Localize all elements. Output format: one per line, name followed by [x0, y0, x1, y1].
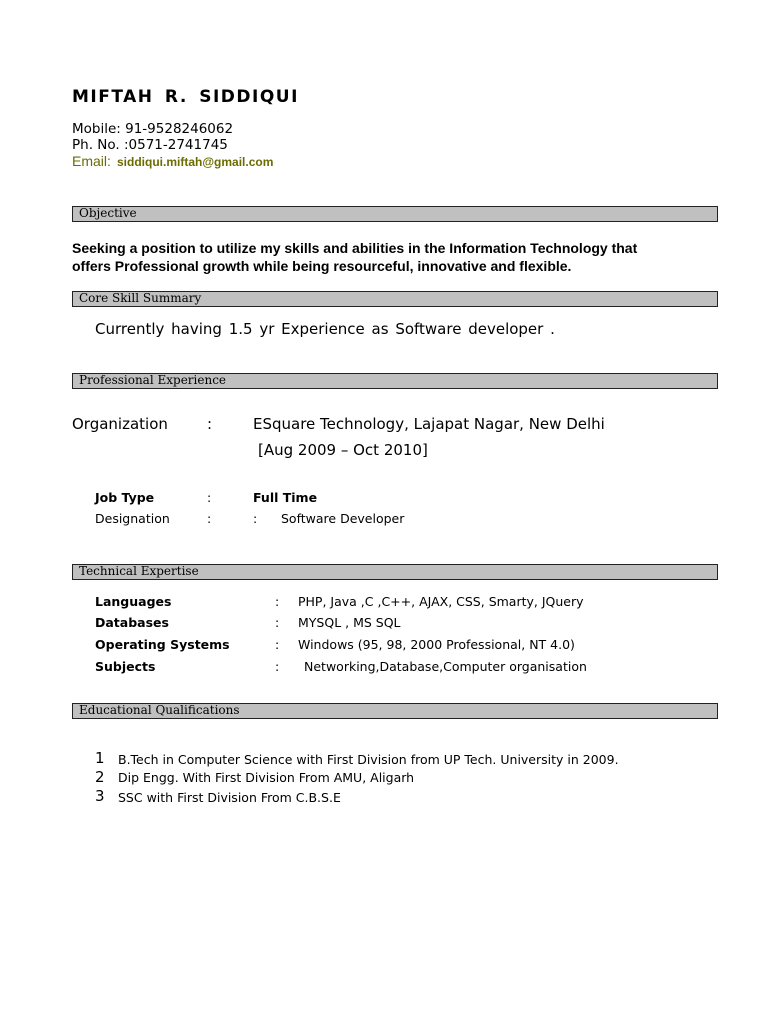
phone-number: Ph. No. :0571-2741745 — [72, 137, 228, 153]
section-title: Core Skill Summary — [79, 291, 202, 305]
tech-label-languages: Languages — [95, 594, 172, 609]
section-header-education — [72, 703, 718, 719]
job-type-label: Job Type — [95, 490, 155, 505]
tech-value-languages: PHP, Java ,C ,C++, AJAX, CSS, Smarty, JQuery — [298, 594, 584, 609]
section-header-experience — [72, 373, 718, 389]
education-item: SSC with First Division From C.B.S.E — [118, 790, 341, 805]
section-header-core-skill — [72, 291, 718, 307]
tech-label-databases: Databases — [95, 615, 169, 630]
objective-line-2: offers Professional growth while being resourceful, innovative and flexible. — [72, 258, 572, 274]
designation-value: Software Developer — [281, 511, 405, 526]
organization-colon: : — [207, 415, 213, 433]
education-item: Dip Engg. With First Division From AMU, Aligarh — [118, 770, 415, 785]
designation-colon-2: : — [253, 511, 258, 526]
job-type-value: Full Time — [253, 490, 318, 505]
education-number: 1 — [95, 749, 105, 767]
section-title: Technical Expertise — [79, 564, 199, 578]
tech-colon: : — [275, 637, 280, 652]
designation-label: Designation — [95, 511, 170, 526]
tech-colon: : — [275, 659, 280, 674]
section-title: Educational Qualifications — [79, 703, 240, 717]
tech-colon: : — [275, 615, 280, 630]
job-type-colon: : — [207, 490, 212, 505]
organization-label: Organization — [72, 415, 168, 433]
education-item: B.Tech in Computer Science with First Division from UP Tech. University in 2009. — [118, 752, 619, 767]
tech-colon: : — [275, 594, 280, 609]
education-number: 2 — [95, 768, 105, 786]
section-header-objective — [72, 206, 718, 222]
organization-value: ESquare Technology, Lajapat Nagar, New Delhi — [253, 415, 605, 433]
designation-colon: : — [207, 511, 212, 526]
tech-value-operating-systems: Windows (95, 98, 2000 Professional, NT 4.0) — [298, 637, 575, 652]
section-header-technical — [72, 564, 718, 580]
tech-value-databases: MYSQL , MS SQL — [298, 615, 401, 630]
tech-value-subjects: Networking,Database,Computer organisation — [304, 659, 587, 674]
email-link[interactable]: siddiqui.miftah@gmail.com — [117, 155, 274, 169]
objective-line-1: Seeking a position to utilize my skills and abilities in the Information Technology that — [72, 240, 638, 256]
tech-label-operating-systems: Operating Systems — [95, 637, 230, 652]
mobile-number: Mobile: 91-9528246062 — [72, 121, 234, 137]
section-title: Professional Experience — [79, 373, 227, 387]
tech-label-subjects: Subjects — [95, 659, 156, 674]
candidate-name: MIFTAH R. SIDDIQUI — [72, 87, 299, 107]
core-skill-text: Currently having 1.5 yr Experience as Software developer . — [95, 320, 555, 338]
email-label: Email: — [72, 153, 111, 169]
section-title: Objective — [79, 206, 137, 220]
employment-period: [Aug 2009 – Oct 2010] — [258, 441, 428, 459]
education-number: 3 — [95, 787, 105, 805]
